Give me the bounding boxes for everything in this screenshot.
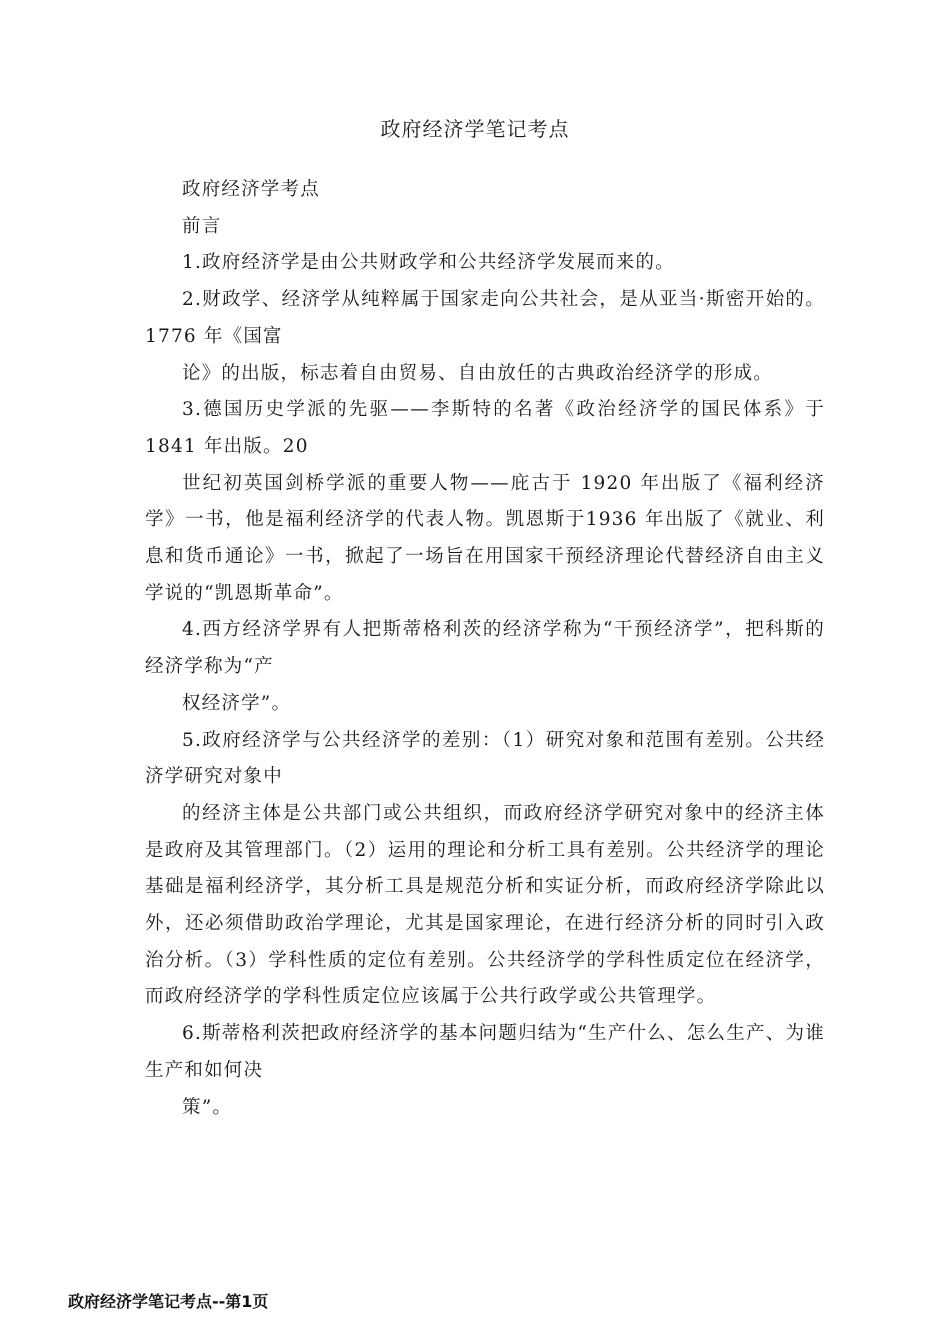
paragraph: 3.德国历史学派的先驱——李斯特的名著《政治经济学的国民体系》于1841 年出版。20 [145,399,825,457]
paragraph: 前言 [182,215,222,237]
paragraph: 政府经济学考点 [182,179,320,200]
paragraph: 5.政府经济学与公共经济学的差别：（1）研究对象和范围有差别。公共经济学研究对象中 [145,729,825,788]
paragraph: 策”。 [182,1096,233,1118]
paragraph: 6.斯蒂格利茨把政府经济学的基本问题归结为“生产什么、怎么生产、为谁生产和如何决 [145,1023,825,1081]
paragraph: 1.政府经济学是由公共财政学和公共经济学发展而来的。 [182,252,675,274]
page-title: 政府经济学笔记考点 [380,117,570,141]
paragraph: 权经济学”。 [182,692,292,714]
page-footer: 政府经济学笔记考点--第1页 [68,1292,269,1311]
paragraph: 的经济主体是公共部门或公共组织，而政府经济学研究对象中的经济主体是政府及其管理部门。（2）运用的理论和分析工具有差别。公共经济学的理论基础是福利经济学，其分析工具是规范分析和实证分析，而政府经济学除此以外，还必须借助政治学理论，尤其是国家理论，在进行经济分析的同时引入政治分析。（3）学科性质的定位有差别。公共经济学的学科性质定位在经济学，而政府经济学的学科性质定位应该属于公共行政学或公共管理学。 [145,802,825,1008]
paragraph: 2.财政学、经济学从纯粹属于国家走向公共社会，是从亚当·斯密开始的。1776 年《国富 [145,289,825,347]
paragraph: 4.西方经济学界有人把斯蒂格利茨的经济学称为“干预经济学”，把科斯的经济学称为“产 [145,619,825,678]
paragraph: 世纪初英国剑桥学派的重要人物——庇古于 1920 年出版了《福利经济学》一书，他是福利经济学的代表人物。凯恩斯于1936 年出版了《就业、利息和货币通论》一书，掀起了一场旨在用国家干预经济理论代替经济自由主义学说的“凯恩斯革命”。 [145,472,825,604]
paragraph: 论》的出版，标志着自由贸易、自由放任的古典政治经济学的形成。 [182,362,774,384]
document-body [145,172,825,1126]
